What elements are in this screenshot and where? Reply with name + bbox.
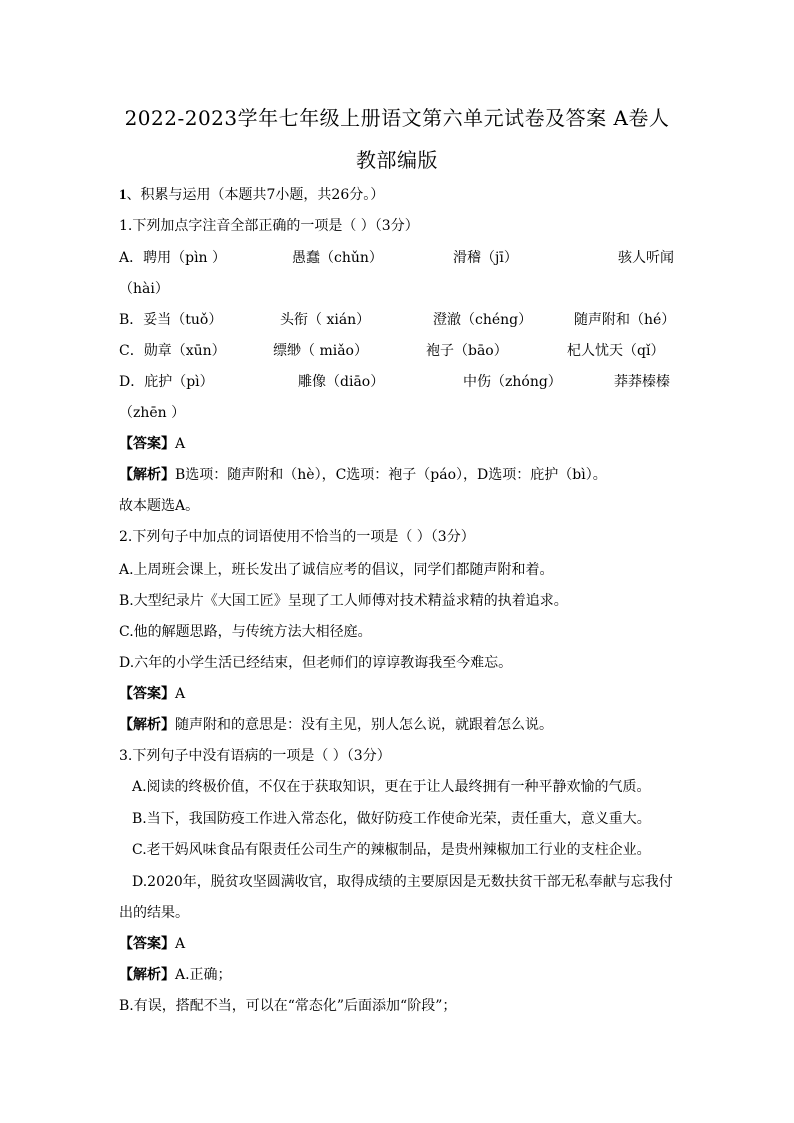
q1-row-d-col2: 雕像（diāo） (298, 374, 385, 390)
q1-row-b-col3: 澄澈（chéng） (433, 312, 533, 328)
q1-row-b-col2: 头衔（ xián） (280, 312, 371, 328)
q1-row-a-col2: 愚蠢（chǔn） (292, 250, 383, 266)
answer-tag: 【答案】 (119, 436, 175, 452)
q1-row-d-col3: 中伤（zhóng） (463, 374, 562, 390)
q1-row-c-col3: 袍子（bāo） (426, 343, 508, 359)
q2-option-b: B.大型纪录片《大国工匠》呈现了工人师傅对技术精益求精的执着追求。 (119, 593, 568, 609)
q1-row-a-col4: 骇人听闻 (618, 250, 674, 266)
analysis-text: B选项：随声附和（hè），C选项：袍子（páo），D选项：庇护（bì）。 (175, 467, 607, 483)
q2-option-a: A.上周班会课上，班长发出了诚信应考的倡议，同学们都随声附和着。 (119, 562, 554, 578)
q3-option-d-wrap: 出的结果。 (119, 905, 189, 921)
q1-row-b-col4: 随声附和（hé） (574, 312, 676, 328)
q3-answer (119, 935, 185, 953)
q1-conclusion: 故本题选A。 (119, 498, 200, 514)
document-title-line2: 教部编版 (356, 148, 438, 172)
q1-row-d-col4: 莽莽榛榛 (614, 374, 670, 390)
q1-row-d-wrap: （zhēn ） (119, 405, 186, 421)
q1-row-c-col2: 缥缈（ miǎo） (273, 343, 368, 359)
section-number: 1 (119, 187, 127, 203)
section-heading (119, 186, 384, 204)
q1-row-c-col1: C．勋章（xūn） (119, 343, 226, 359)
q1-answer (119, 435, 185, 453)
answer-value: A (175, 686, 186, 702)
q1-row-a-wrap: （hài） (119, 281, 169, 297)
q2-stem: 2.下列句子中加点的词语使用不恰当的一项是（ ）（3分） (119, 529, 475, 545)
q1-row-c-col4: 杞人忧天（qǐ） (567, 343, 665, 359)
analysis-tag: 【解析】 (119, 467, 175, 483)
analysis-text: 随声附和的意思是：没有主见，别人怎么说，就跟着怎么说。 (175, 717, 553, 733)
analysis-text: A.正确； (175, 967, 232, 983)
q1-stem: 1.下列加点字注音全部正确的一项是（ ）（3分） (119, 218, 419, 234)
answer-value: A (175, 936, 186, 952)
q2-option-d: D.六年的小学生活已经结束，但老师们的谆谆教诲我至今难忘。 (119, 655, 513, 671)
q3-option-c: C.老干妈风味食品有限责任公司生产的辣椒制品，是贵州辣椒加工行业的支柱企业。 (132, 842, 651, 858)
q1-row-a-col3: 滑稽（jī） (453, 250, 518, 266)
q1-row-b-col1: B．妥当（tuǒ） (119, 312, 223, 328)
q1-row-d-col1: D．庇护（pì） (119, 374, 214, 390)
answer-tag: 【答案】 (119, 686, 175, 702)
analysis-tag: 【解析】 (119, 717, 175, 733)
section-heading-text: 、积累与运用（本题共7小题，共26分。） (126, 187, 385, 203)
answer-tag: 【答案】 (119, 936, 175, 952)
q1-analysis (119, 466, 607, 484)
q2-option-c: C.他的解题思路，与传统方法大相径庭。 (119, 624, 372, 640)
answer-value: A (175, 436, 186, 452)
q2-answer (119, 685, 185, 703)
q3-analysis-b: B.有误，搭配不当，可以在“常态化”后面添加“阶段”； (119, 998, 457, 1014)
q3-option-a: A.阅读的终极价值，不仅在于获取知识，更在于让人最终拥有一种平静欢愉的气质。 (132, 779, 651, 795)
q3-option-d: D.2020年，脱贫攻坚圆满收官，取得成绩的主要原因是无数扶贫干部无私奉献与忘我付 (132, 874, 673, 890)
q2-analysis (119, 716, 553, 734)
q3-stem: 3.下列句子中没有语病的一项是（ ）（3分） (119, 748, 391, 764)
document-title-line1: 2022-2023学年七年级上册语文第六单元试卷及答案 A卷人 (124, 106, 670, 130)
q3-option-b: B.当下，我国防疫工作进入常态化，做好防疫工作使命光荣，责任重大，意义重大。 (132, 811, 651, 827)
analysis-tag: 【解析】 (119, 967, 175, 983)
q1-row-a-col1: A．聘用（pìn ） (119, 250, 227, 266)
q3-analysis (119, 966, 232, 984)
